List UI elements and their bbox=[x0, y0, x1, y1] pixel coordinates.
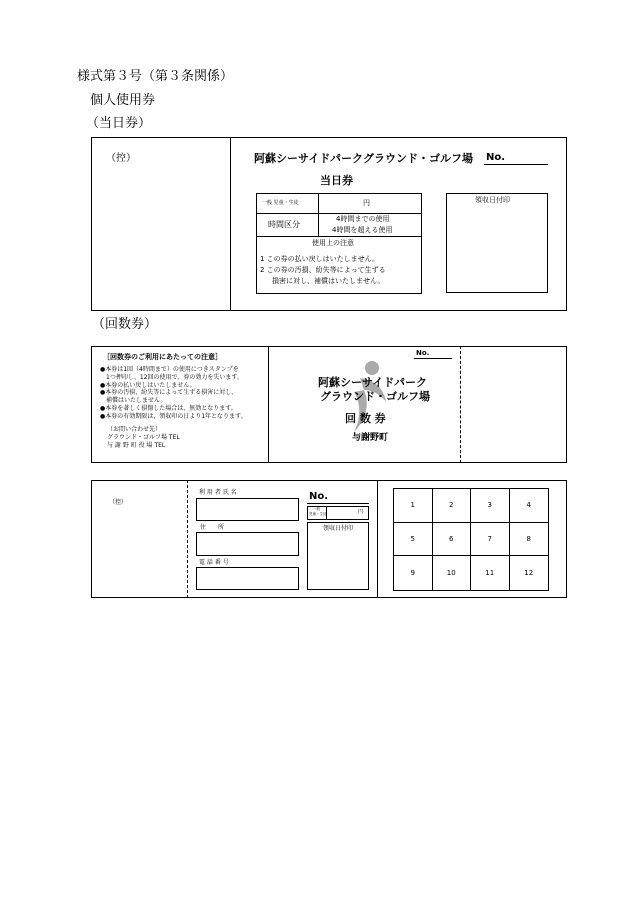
cover-facility-line-2: グラウンド・ゴルフ場 bbox=[320, 390, 430, 403]
day-no-label: No. bbox=[486, 152, 506, 163]
stamp-slot: 9 bbox=[394, 556, 433, 590]
stamp-slot: 6 bbox=[433, 523, 472, 557]
day-category-label: 一般 児童・生徒 bbox=[262, 200, 299, 206]
phone-label: 電 話 番 号 bbox=[199, 559, 229, 566]
notice-list bbox=[100, 366, 247, 421]
phone-field[interactable] bbox=[196, 567, 299, 590]
inside-no-underline bbox=[307, 503, 369, 504]
day-note-2a: 2 この券の汚損、紛失等によって生ずる bbox=[260, 266, 386, 274]
multi-ticket-heading: （回数券） bbox=[92, 317, 158, 332]
stamp-grid bbox=[393, 488, 549, 591]
inside-receipt-label: 領収日付印 bbox=[323, 525, 354, 532]
stamp-slot: 1 bbox=[394, 489, 433, 523]
stamp-slot: 7 bbox=[471, 523, 510, 557]
inside-stub-label: （控） bbox=[109, 499, 128, 506]
day-ticket-heading: （当日券） bbox=[86, 116, 152, 131]
day-notes-title: 使用上の注意 bbox=[312, 239, 354, 247]
user-name-field[interactable] bbox=[196, 498, 299, 521]
day-time-label: 時間区分 bbox=[268, 220, 300, 229]
stamp-slot: 5 bbox=[394, 523, 433, 557]
notice-item: ●本券の汚損、紛失等によって生ずる損害に対し、 bbox=[100, 389, 238, 397]
stub-divider bbox=[230, 137, 231, 311]
inside-receipt-box bbox=[307, 522, 369, 590]
day-no-underline bbox=[484, 164, 548, 165]
stamp-slot: 11 bbox=[471, 556, 510, 590]
stamp-slot: 3 bbox=[471, 489, 510, 523]
day-ticket-title: 当日券 bbox=[320, 174, 353, 187]
inside-perforation bbox=[187, 480, 188, 598]
stamp-slot: 12 bbox=[524, 569, 534, 578]
notice-item: 1つ押印し、12回の使用で、券の効力を失います。 bbox=[100, 373, 243, 381]
table-row-line bbox=[256, 213, 422, 214]
inside-category-1: 一般 bbox=[313, 507, 320, 511]
day-note-2b: 損害に対し、補償はいたしません。 bbox=[272, 277, 385, 285]
notice-item: 補償はいたしません。 bbox=[100, 397, 167, 405]
cover-no-label: No. bbox=[416, 349, 430, 357]
day-time-option-2: 4時間を超える使用 bbox=[332, 226, 393, 234]
day-time-option-1: 4時間までの使用 bbox=[336, 215, 390, 223]
user-name-label: 利 用 者 氏 名 bbox=[199, 489, 237, 496]
stamp-slot: 10 bbox=[433, 556, 472, 590]
address-field[interactable] bbox=[196, 532, 299, 556]
cover-facility-line-1: 阿蘇シーサイドパーク bbox=[318, 376, 428, 389]
cover-perforation bbox=[460, 346, 461, 463]
inside-category-2: 児童・生徒 bbox=[309, 512, 327, 516]
inquiry-title: （お問い合わせ先） bbox=[107, 426, 162, 433]
inside-yen: 円 bbox=[358, 509, 364, 515]
day-facility-name: 阿蘇シーサイドパークグラウンド・ゴルフ場 bbox=[254, 152, 474, 165]
section-title: 個人使用券 bbox=[90, 93, 156, 108]
address-label: 住 所 bbox=[200, 524, 225, 531]
cover-ticket-title: 回 数 券 bbox=[345, 412, 386, 425]
cover-divider bbox=[268, 346, 269, 463]
notice-item: ●本券は1回（4時間まで）の使用につきスタンプを bbox=[100, 366, 239, 373]
day-stub-label: （控） bbox=[106, 153, 136, 164]
inside-no-label: No. bbox=[309, 491, 329, 502]
notice-title: ［回数券のご利用にあたっての注意］ bbox=[103, 353, 222, 361]
contact-2: 与 謝 野 町 役 場 TEL bbox=[107, 442, 166, 449]
table-row-line bbox=[256, 236, 422, 237]
table-col-line bbox=[318, 193, 319, 236]
day-receipt-label: 領収日付印 bbox=[475, 196, 510, 204]
notice-item: ●本券の払い戻しはいたしません。 bbox=[100, 381, 196, 389]
day-yen: 円 bbox=[363, 199, 370, 207]
day-note-1: 1 この券の払い戻しはいたしません。 bbox=[260, 255, 380, 263]
notice-item: ●本券を著しく損傷した場合は、無効となります。 bbox=[100, 404, 237, 412]
stamp-slot: 8 bbox=[510, 523, 549, 557]
day-receipt-box bbox=[446, 193, 548, 293]
contact-1: グラウンド・ゴルフ場 TEL bbox=[107, 434, 180, 441]
cover-no-underline bbox=[414, 358, 452, 359]
form-number: 様式第３号（第３条関係） bbox=[77, 69, 234, 84]
stamp-slot: 4 bbox=[510, 489, 549, 523]
cover-town: 与謝野町 bbox=[352, 433, 389, 443]
inside-divider bbox=[377, 480, 378, 598]
notice-item: ●本券の有効期限は、領収印の日より1年となります。 bbox=[100, 412, 247, 420]
stamp-slot: 2 bbox=[433, 489, 472, 523]
